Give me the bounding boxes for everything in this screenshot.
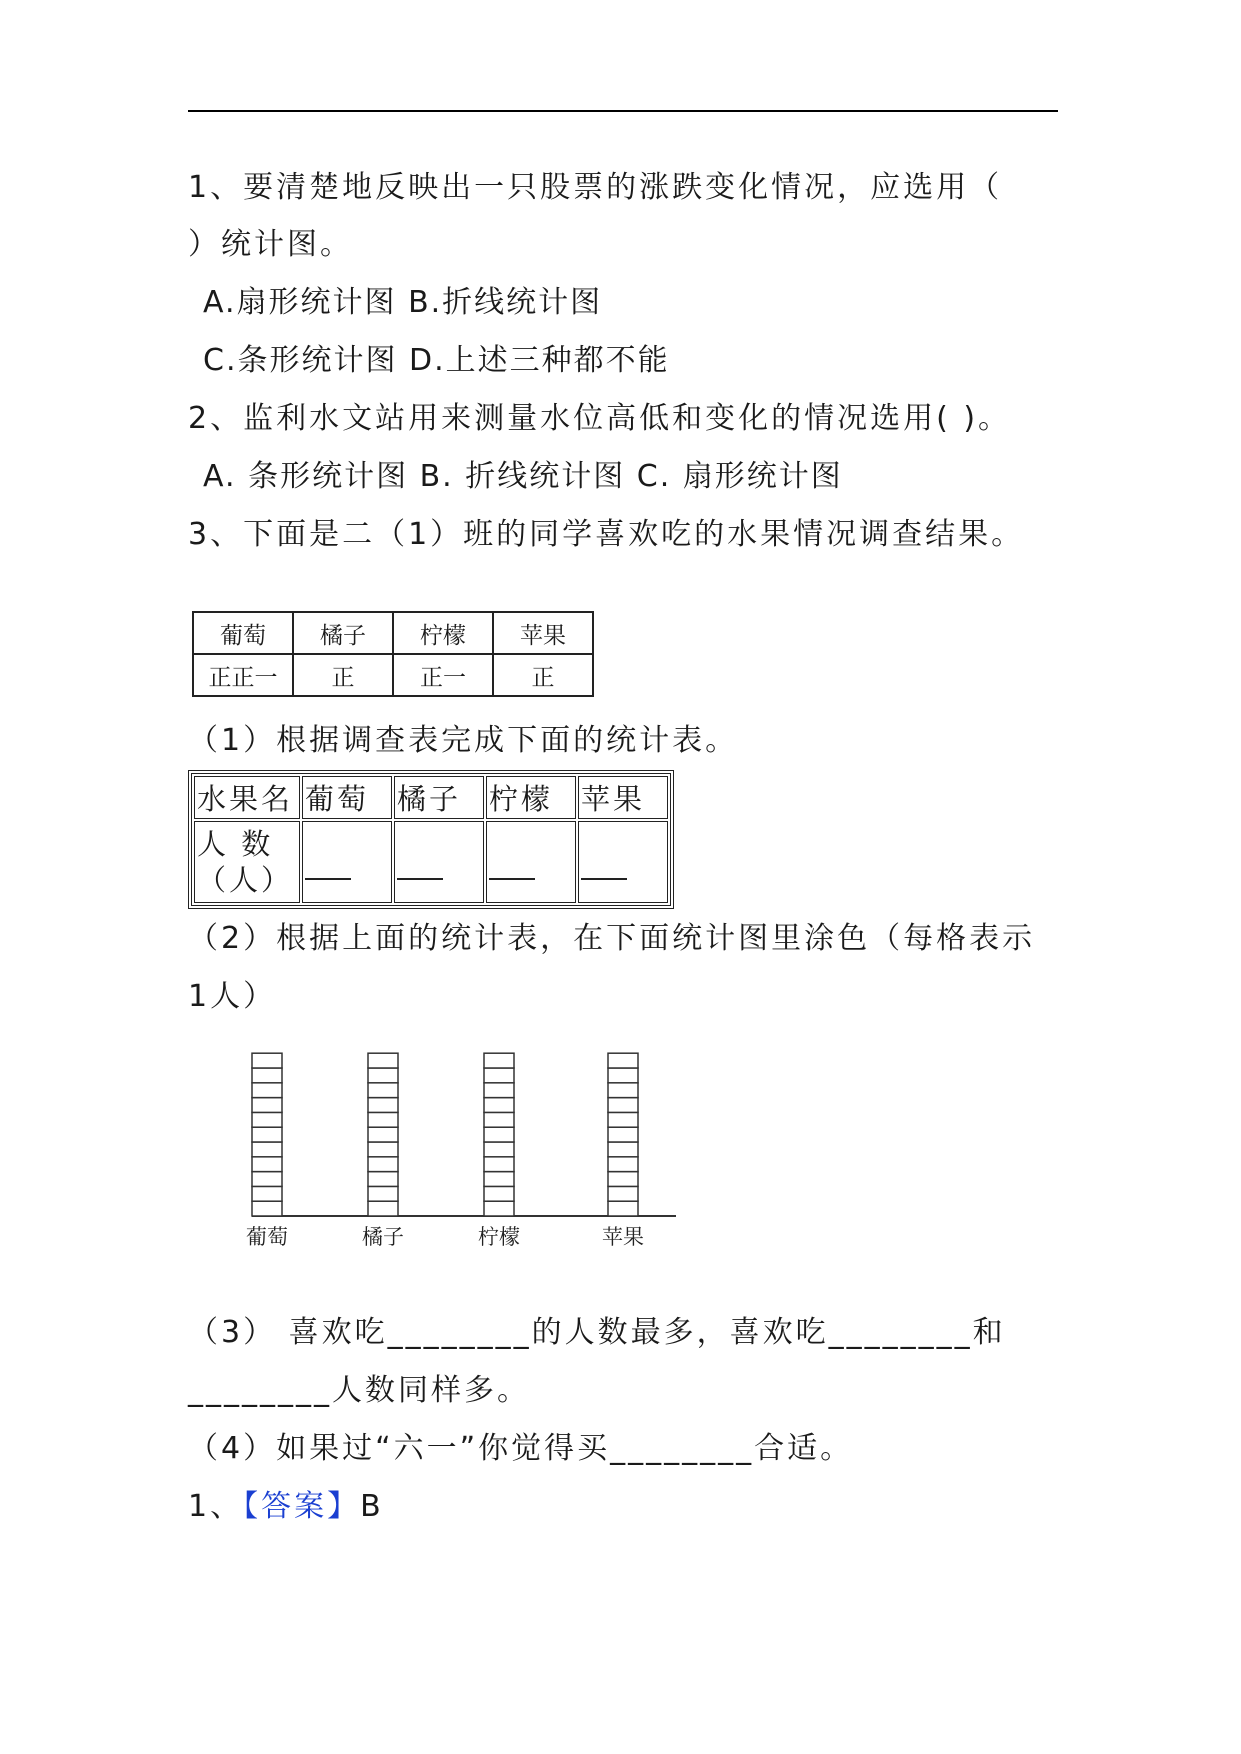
grid-cell[interactable] [368,1172,398,1187]
answer-tag: 【答案】 [243,1489,361,1524]
grid-cell[interactable] [252,1142,282,1157]
grid-cell[interactable] [484,1127,514,1142]
q3-sub4: （4）如果过“六一”你觉得买________合适。 [188,1431,854,1466]
grid-cell[interactable] [484,1142,514,1157]
grid-cell[interactable] [252,1157,282,1172]
grid-cell[interactable] [608,1083,638,1098]
tally-marks-row [193,654,593,696]
q3-sub3-line2: ________人数同样多。 [188,1373,530,1408]
grid-cell[interactable] [484,1098,514,1113]
grid-cell[interactable] [608,1127,638,1142]
answer-value: B [360,1489,384,1524]
stat-row-label-line1: 人 数 [197,827,274,861]
grid-cell[interactable] [484,1112,514,1127]
stat-header-row [194,776,668,819]
grid-cell[interactable] [484,1157,514,1172]
answer-blank [489,878,535,880]
q1-text-line1: 1、要清楚地反映出一只股票的涨跌变化情况，应选用（ [188,170,1003,205]
grid-cell[interactable] [252,1083,282,1098]
grid-cell[interactable] [484,1068,514,1083]
grid-cell[interactable] [608,1142,638,1157]
grid-cell[interactable] [368,1083,398,1098]
q3-sub1: （1）根据调查表完成下面的统计表。 [188,723,739,758]
grid-cell[interactable] [484,1172,514,1187]
answer-prefix: 1、 [188,1489,244,1524]
stat-count-cell-lemon[interactable] [486,821,576,903]
stat-col-header: 柠檬 [486,776,576,819]
grid-cell[interactable] [368,1142,398,1157]
q3-text: 3、下面是二（1）班的同学喜欢吃的水果情况调查结果。 [188,517,1025,552]
stat-count-row [194,821,668,903]
q1-text-line2: ）统计图。 [188,227,353,262]
grid-cell[interactable] [608,1201,638,1216]
grid-cell[interactable] [252,1053,282,1068]
q2-options: A. 条形统计图 B. 折线统计图 C. 扇形统计图 [203,459,843,494]
grid-cell[interactable] [608,1112,638,1127]
tally-header-cell: 柠檬 [393,612,493,654]
chart-category-label: 橘子 [362,1225,404,1249]
q3-sub3-line1: （3） 喜欢吃________的人数最多，喜欢吃________和 [188,1315,1006,1350]
grid-cell[interactable] [484,1053,514,1068]
grid-cell[interactable] [252,1068,282,1083]
stat-count-cell-orange[interactable] [394,821,484,903]
grid-cell[interactable] [252,1127,282,1142]
stat-col-header: 橘子 [394,776,484,819]
q3-sub2-line1: （2）根据上面的统计表，在下面统计图里涂色（每格表示 [188,921,1036,956]
grid-cell[interactable] [368,1098,398,1113]
grid-cell[interactable] [368,1127,398,1142]
answer-blank [305,878,351,880]
tally-header-cell: 苹果 [493,612,593,654]
answer-blank [581,878,627,880]
answer-blank [397,878,443,880]
grid-cell[interactable] [484,1186,514,1201]
grid-cell[interactable] [608,1053,638,1068]
grid-cell[interactable] [252,1201,282,1216]
tally-header-cell: 橘子 [293,612,393,654]
grid-cell[interactable] [252,1172,282,1187]
stat-header-label: 水果名 [194,776,300,819]
grid-cell[interactable] [252,1098,282,1113]
stat-row-label-line2: （人） [197,863,294,897]
tally-header-cell: 葡萄 [193,612,293,654]
grid-cell[interactable] [484,1083,514,1098]
stat-count-cell-grape[interactable] [302,821,392,903]
q1-options-cd: C.条形统计图 D.上述三种都不能 [203,343,670,378]
tally-mark-cell: 正 [293,654,393,696]
tally-table [192,611,594,697]
grid-cell[interactable] [608,1157,638,1172]
grid-cell[interactable] [252,1186,282,1201]
grid-cell[interactable] [608,1172,638,1187]
grid-cell[interactable] [368,1053,398,1068]
statistics-table [188,770,674,909]
grid-cell[interactable] [608,1098,638,1113]
chart-category-label: 葡萄 [246,1225,288,1249]
stat-count-cell-apple[interactable] [578,821,668,903]
top-rule [188,110,1058,112]
q1-options-ab: A.扇形统计图 B.折线统计图 [203,285,603,320]
tally-mark-cell: 正 [493,654,593,696]
tally-mark-cell: 正正一 [193,654,293,696]
answer-line [188,1481,384,1525]
q3-sub2-line2: 1人） [188,979,277,1014]
grid-cell[interactable] [368,1186,398,1201]
chart-category-label: 苹果 [602,1225,644,1249]
grid-cell[interactable] [368,1201,398,1216]
coloring-grid-chart [240,1030,690,1260]
grid-cell[interactable] [608,1068,638,1083]
stat-col-header: 葡萄 [302,776,392,819]
grid-cell[interactable] [368,1068,398,1083]
grid-cell[interactable] [484,1201,514,1216]
stat-row-label [194,821,300,903]
tally-mark-cell: 正一 [393,654,493,696]
q2-text: 2、监利水文站用来测量水位高低和变化的情况选用( )。 [188,401,1012,436]
grid-cell[interactable] [252,1112,282,1127]
chart-category-label: 柠檬 [478,1225,520,1249]
stat-col-header: 苹果 [578,776,668,819]
grid-cell[interactable] [368,1157,398,1172]
grid-cell[interactable] [608,1186,638,1201]
grid-cell[interactable] [368,1112,398,1127]
tally-header-row [193,612,593,654]
